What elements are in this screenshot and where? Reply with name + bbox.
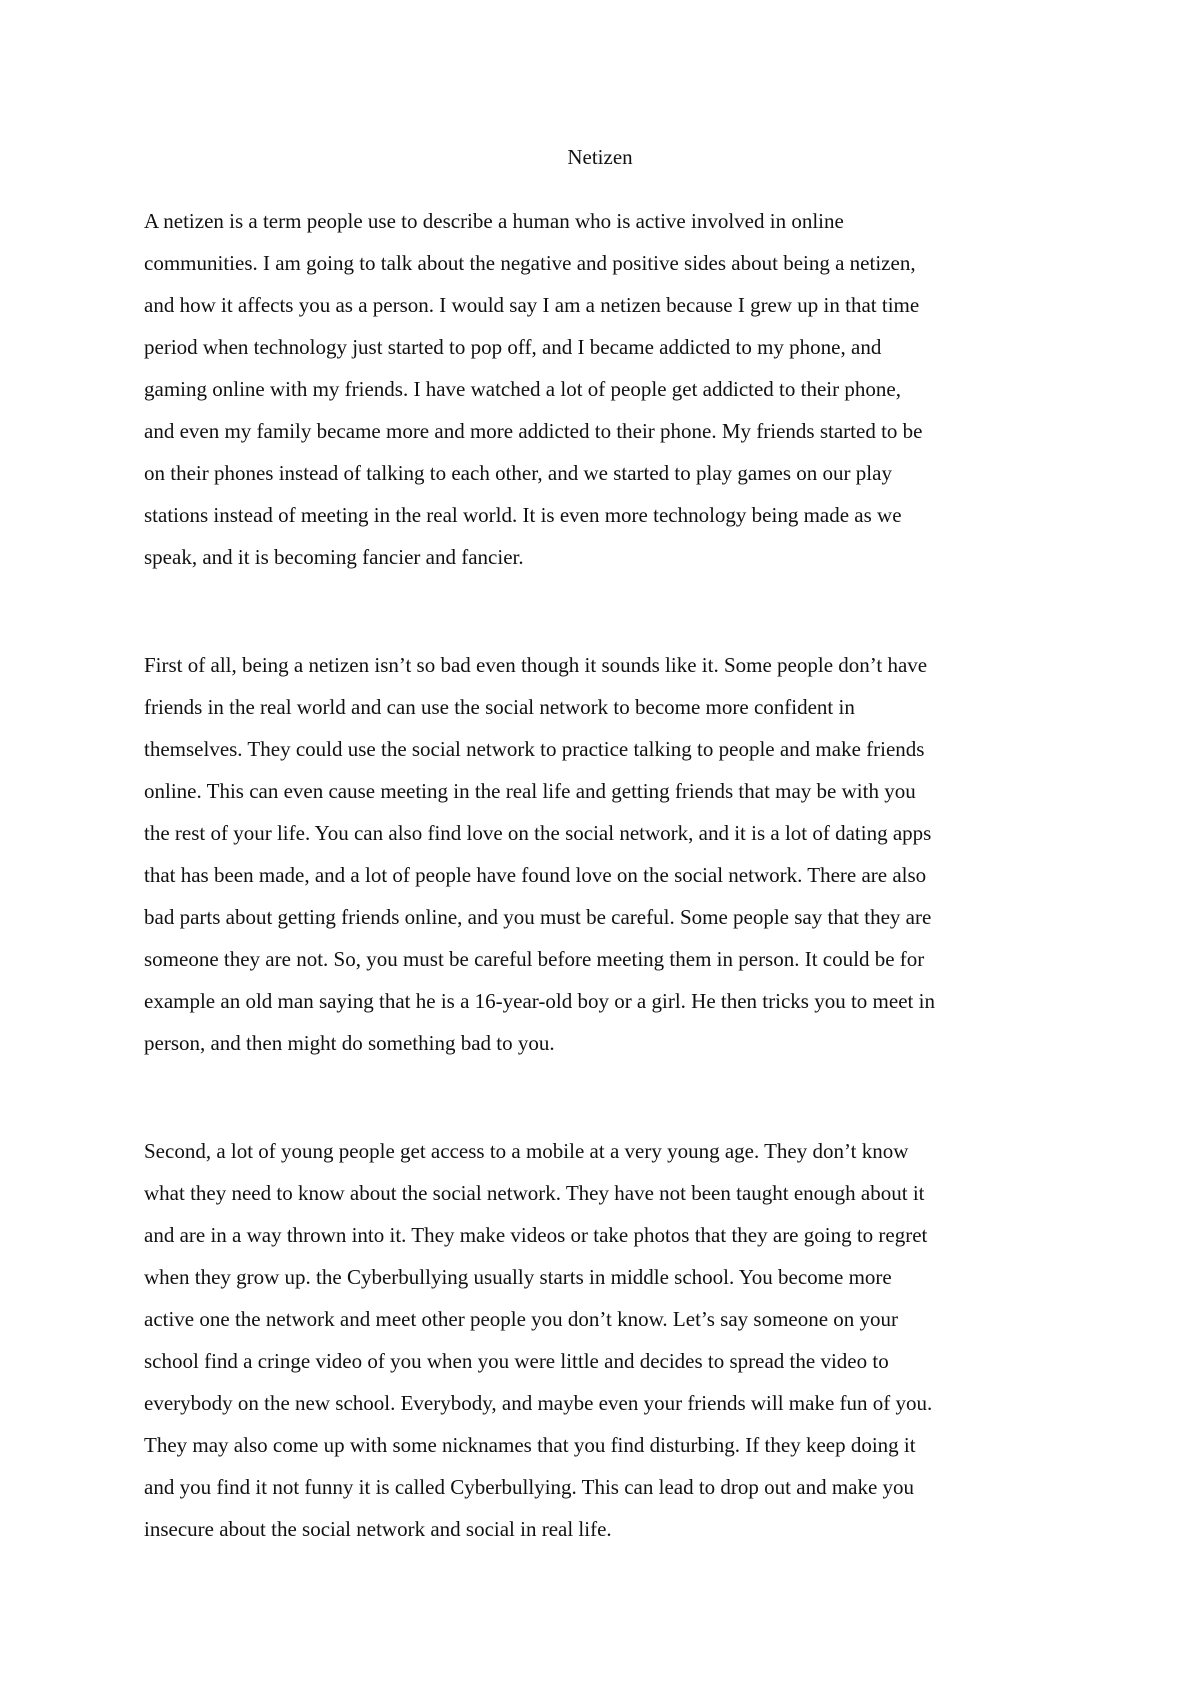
- text-line: speak, and it is becoming fancier and fancier.: [144, 545, 524, 569]
- document-title: Netizen: [567, 145, 633, 169]
- text-line: when they grow up. the Cyberbullying usually starts in middle school. You become more: [144, 1265, 892, 1289]
- text-line: and you find it not funny it is called Cyberbullying. This can lead to drop out and make you: [144, 1475, 915, 1499]
- text-line: example an old man saying that he is a 16-year-old boy or a girl. He then tricks you to meet in: [144, 989, 935, 1013]
- text-line: communities. I am going to talk about the negative and positive sides about being a netizen,: [144, 251, 916, 275]
- text-line: gaming online with my friends. I have watched a lot of people get addicted to their phone,: [144, 377, 901, 401]
- text-line: Second, a lot of young people get access to a mobile at a very young age. They don’t know: [144, 1139, 909, 1163]
- text-line: They may also come up with some nicknames that you find disturbing. If they keep doing it: [144, 1433, 916, 1457]
- text-line: insecure about the social network and social in real life.: [144, 1517, 612, 1541]
- text-line: everybody on the new school. Everybody, and maybe even your friends will make fun of you.: [144, 1391, 933, 1415]
- text-line: friends in the real world and can use the social network to become more confident in: [144, 695, 855, 719]
- text-line: that has been made, and a lot of people have found love on the social network. There are also: [144, 863, 927, 887]
- paragraph-intro: [144, 200, 1064, 578]
- text-line: bad parts about getting friends online, and you must be careful. Some people say that they are: [144, 905, 932, 929]
- text-line: active one the network and meet other people you don’t know. Let’s say someone on your: [144, 1307, 899, 1331]
- text-line: First of all, being a netizen isn’t so bad even though it sounds like it. Some people don’t have: [144, 653, 928, 677]
- text-line: and are in a way thrown into it. They make videos or take photos that they are going to regret: [144, 1223, 928, 1247]
- text-line: the rest of your life. You can also find love on the social network, and it is a lot of dating apps: [144, 821, 932, 845]
- text-line: school find a cringe video of you when you were little and decides to spread the video to: [144, 1349, 889, 1373]
- text-line: online. This can even cause meeting in the real life and getting friends that may be with you: [144, 779, 916, 803]
- text-line: A netizen is a term people use to describe a human who is active involved in online: [144, 209, 844, 233]
- text-line: and even my family became more and more addicted to their phone. My friends started to be: [144, 419, 923, 443]
- text-line: period when technology just started to pop off, and I became addicted to my phone, and: [144, 335, 882, 359]
- text-line: stations instead of meeting in the real world. It is even more technology being made as we: [144, 503, 902, 527]
- text-line: what they need to know about the social network. They have not been taught enough about it: [144, 1181, 925, 1205]
- text-line: person, and then might do something bad to you.: [144, 1031, 555, 1055]
- document-body: [144, 200, 1064, 1616]
- paragraph-first-of-all: [144, 644, 1064, 1064]
- text-line: someone they are not. So, you must be careful before meeting them in person. It could be for: [144, 947, 925, 971]
- text-line: on their phones instead of talking to each other, and we started to play games on our play: [144, 461, 892, 485]
- text-line: and how it affects you as a person. I would say I am a netizen because I grew up in that time: [144, 293, 920, 317]
- paragraph-second: [144, 1130, 1064, 1550]
- text-line: themselves. They could use the social network to practice talking to people and make friends: [144, 737, 925, 761]
